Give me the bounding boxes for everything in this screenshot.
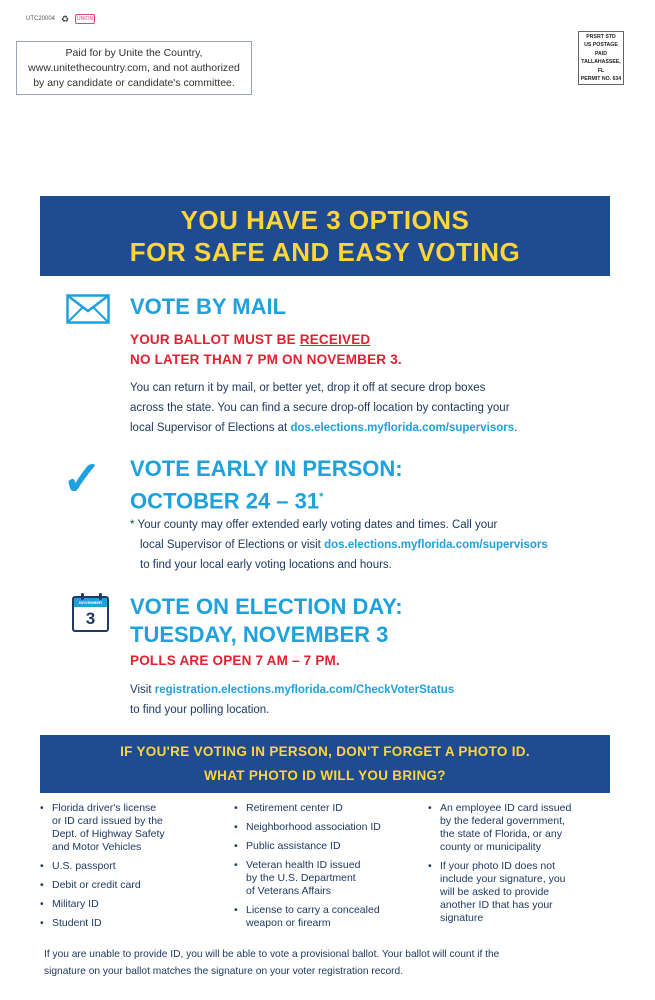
disclaimer-line: by any candidate or candidate's committee. [33,76,235,89]
main-header-banner [40,196,610,276]
eday-body-line: to find your polling location. [130,704,270,716]
recycle-icon: ♻ [61,13,70,24]
early-note-text: local Supervisor of Elections or visit [140,539,325,551]
early-note [130,515,610,575]
provisional-ballot-note [44,946,614,980]
footer-line: If you are unable to provide ID, you will be able to vote a provisional ballot. Your ballot will count if the [44,949,500,960]
disclaimer-line: Paid for by Unite the Country, [65,46,203,59]
early-note-line [130,535,610,555]
election-day-title-line1: VOTE ON ELECTION DAY: [130,594,403,619]
id-item: • Neighborhood association ID [234,821,424,834]
mail-deadline-line1 [130,330,370,350]
id-item: • Public assistance ID [234,840,424,853]
id-item: • Veteran health ID issued by the U.S. Department of Veterans Affairs [234,859,424,898]
eday-body-line [130,680,610,700]
envelope-icon [66,294,110,324]
photo-id-line: WHAT PHOTO ID WILL YOU BRING? [204,768,446,783]
mail-deadline-prefix: YOUR BALLOT MUST BE [130,332,300,347]
eday-body [130,680,610,720]
mailer-code-row [26,14,95,24]
header-line: YOU HAVE 3 OPTIONS [180,205,470,235]
calendar-ring [81,593,84,600]
id-item: • Retirement center ID [234,802,424,815]
id-item: • Debit or credit card [40,879,225,892]
checkmark-icon: ✓ [62,453,103,506]
photo-id-banner [40,735,610,793]
calendar-day: 3 [85,609,96,628]
mailer-code: UTC20004 [26,16,56,22]
vote-by-mail-title: VOTE BY MAIL [130,294,287,319]
id-item: • Florida driver's license or ID card issued by the Dept. of Highway Safety and Motor Vehicles [40,802,225,854]
footer-line: signature on your ballot matches the signature on your voter registration record. [44,966,404,977]
postage-line: US POSTAGE [584,42,618,48]
id-item: • Military ID [40,898,225,911]
id-item: • An employee ID card issued by the federal government, the state of Florida, or any county or municipality [428,802,618,854]
vote-early-title-line1: VOTE EARLY IN PERSON: [130,456,403,481]
paid-for-disclaimer [16,41,252,95]
postage-line: PAID [594,50,607,57]
check-voter-status-link[interactable]: registration.elections.myflorida.com/CheckVoterStatus [154,684,455,696]
mail-body-line: across the state. You can find a secure drop-off location by contacting your [130,402,510,414]
mail-body-line: You can return it by mail, or better yet, drop it off at secure drop boxes [130,382,486,394]
early-dates: OCTOBER 24 – 31 [130,488,320,514]
early-note-line: * Your county may offer extended early voting dates and times. Call your [130,519,498,531]
early-note-line: to find your local early voting locations and hours. [140,559,392,571]
election-day-title-line2: TUESDAY, NOVEMBER 3 [130,622,389,647]
photo-id-column-3 [428,802,618,931]
mail-body [130,378,600,438]
mail-deadline-line2: NO LATER THAN 7 PM ON NOVEMBER 3. [130,352,402,367]
photo-id-column-1 [40,802,225,936]
union-bug-icon: UNION [77,16,94,22]
postage-line: PRSRT STD [586,33,616,40]
mail-body-text: local Supervisor of Elections at [130,422,291,434]
supervisors-link[interactable]: dos.elections.myflorida.com/supervisors [324,539,548,551]
mail-body-line [130,418,600,438]
supervisors-link[interactable]: dos.elections.myflorida.com/supervisors [290,422,515,434]
id-item: • License to carry a concealed weapon or firearm [234,904,424,930]
mail-body-period: . [514,422,518,434]
polls-hours: POLLS ARE OPEN 7 AM – 7 PM. [130,653,340,668]
eday-body-text: Visit [130,684,155,696]
postage-indicia [578,31,624,85]
vote-early-title-line2 [130,483,323,515]
photo-id-line: IF YOU'RE VOTING IN PERSON, DON'T FORGET A PHOTO ID. [120,744,530,759]
calendar-icon [72,596,109,632]
postage-line: PERMIT NO. 634 [580,76,622,82]
calendar-month: NOVEMBER [74,598,107,607]
id-item: • If your photo ID does not include your signature, you will be asked to provide another ID that has your signature [428,860,618,925]
header-line: FOR SAFE AND EASY VOTING [129,237,521,267]
calendar-ring [99,593,102,600]
disclaimer-line: www.unitethecountry.com, and not authorized [28,61,240,74]
photo-id-column-2 [234,802,424,936]
id-item: • U.S. passport [40,860,225,873]
mail-deadline-received: RECEIVED [299,332,371,347]
id-item: • Student ID [40,917,225,930]
early-asterisk: * [319,491,324,503]
postage-line: TALLAHASSEE, FL [581,59,621,74]
